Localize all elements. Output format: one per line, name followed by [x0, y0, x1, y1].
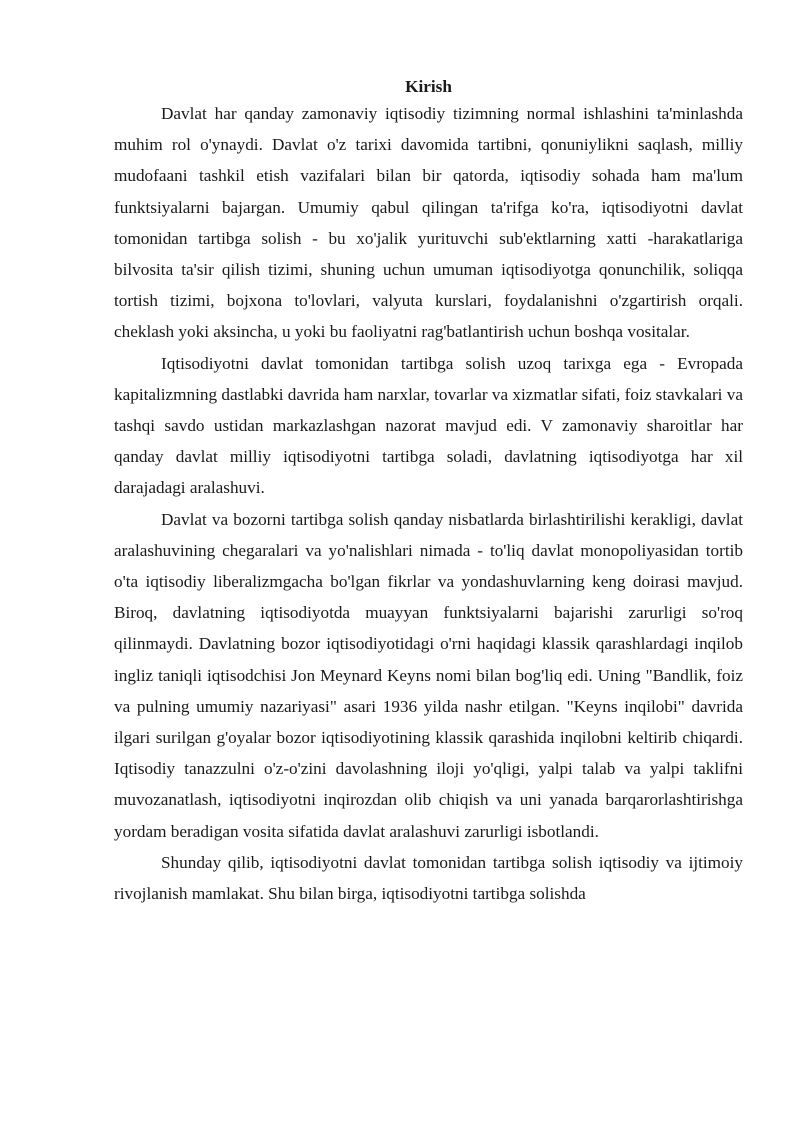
paragraph-4: Shunday qilib, iqtisodiyotni davlat tomonidan tartibga solish iqtisodiy va ijtimoiy rivojlanish mamlakat. Shu bilan birga, iqtisodiyotni tartibga solishda [114, 852, 743, 904]
paragraph-1: Davlat har qanday zamonaviy iqtisodiy tizimning normal ishlashini ta'minlashda muhim rol o'ynaydi. Davlat o'z tarixi davomida tartibni, qonuniylikni saqlash, milliy mudofaani tashkil etish vazifalari bilan bir qatorda, iqtisodiy sohada ham ma'lum funktsiyalarni bajargan. Umumiy qabul qilingan ta'rifga ko'ra, iqtisodiyotni davlat tomonidan tartibga solish - bu xo'jalik yurituvchi sub'ektlarning xatti -harakatlariga bilvosita ta'sir qilish tizimi, shuning uchun umuman iqtisodiyotga qonunchilik, soliqqa tortish tizimi, bojxona to'lovlari, valyuta kurslari, foydalanishni o'zgartirish orqali. cheklash yoki aksincha, u yoki bu faoliyatni rag'batlantirish uchun boshqa vositalar. [114, 104, 743, 342]
document-body [114, 76, 743, 909]
paragraph-2: Iqtisodiyotni davlat tomonidan tartibga solish uzoq tarixga ega - Evropada kapitalizmning dastlabki davrida ham narxlar, tovarlar va xizmatlar sifati, foiz stavkalari va tashqi savdo ustidan markazlashgan nazorat mavjud edi. V zamonaviy sharoitlar har qanday davlat milliy iqtisodiyotni tartibga soladi, davlatning iqtisodiyotga har xil darajadagi aralashuvi. [114, 353, 743, 498]
page-title: Kirish [405, 77, 452, 96]
paragraph-3: Davlat va bozorni tartibga solish qanday nisbatlarda birlashtirilishi kerakligi, davlat aralashuvining chegaralari va yo'nalishlari nimada - to'liq davlat monopoliyasidan tortib o'ta iqtisodiy liberalizmgacha bo'lgan fikrlar va yondashuvlarning keng doirasi mavjud. Biroq, davlatning iqtisodiyotda muayyan funktsiyalarni bajarishi zarurligi so'roq qilinmaydi. Davlatning bozor iqtisodiyotidagi o'rni haqidagi klassik qarashlardagi inqilob ingliz taniqli iqtisodchisi Jon Meynard Keyns nomi bilan bog'liq edi. Uning "Bandlik, foiz va pulning umumiy nazariyasi" asari 1936 yilda nashr etilgan. "Keyns inqilobi" davrida ilgari surilgan g'oyalar bozor iqtisodiyotining klassik qarashida inqilobni keltirib chiqardi. Iqtisodiy tanazzulni o'z-o'zini davolashning iloji yo'qligi, yalpi talab va yalpi taklifni muvozanatlash, iqtisodiyotni inqirozdan olib chiqish va uni yanada barqarorlashtirishga yordam beradigan vosita sifatida davlat aralashuvi zarurligi isbotlandi. [114, 509, 743, 841]
